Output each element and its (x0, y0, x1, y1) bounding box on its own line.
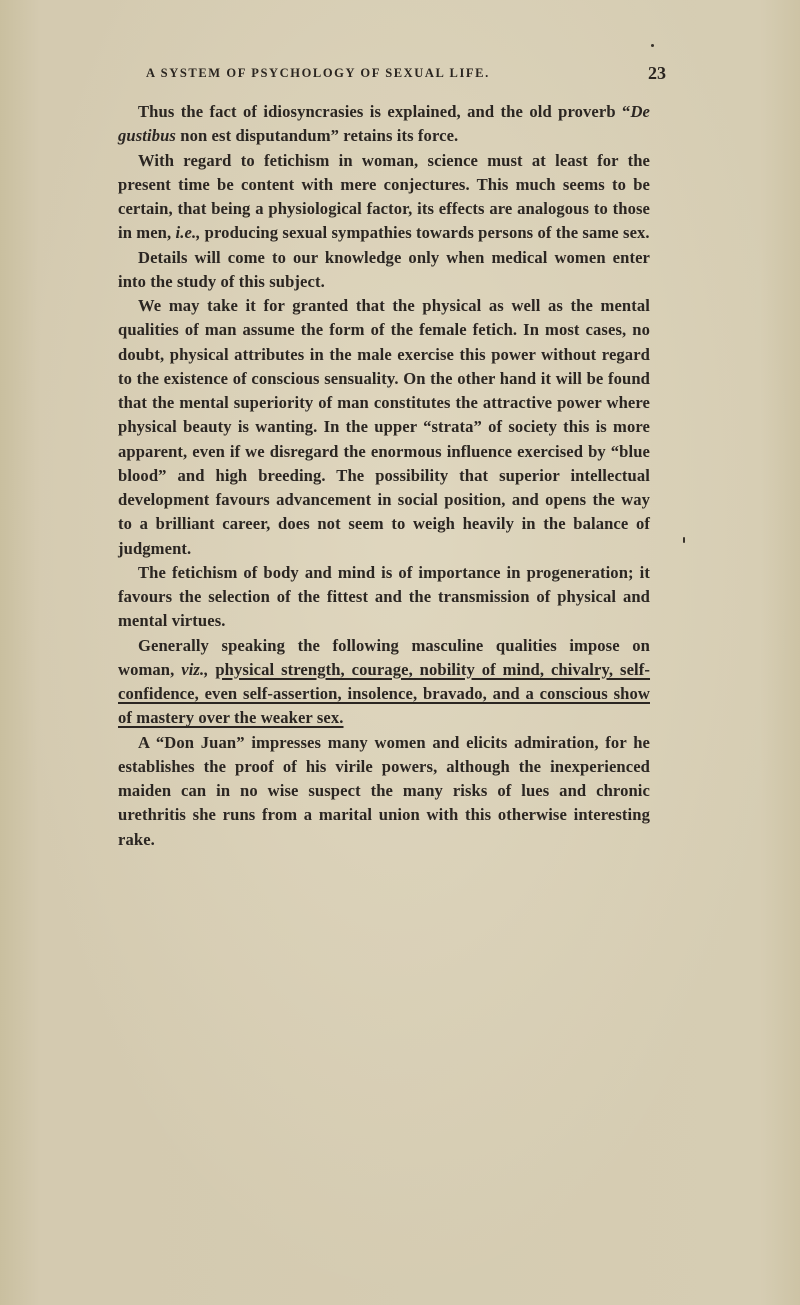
underlined-passage: physical strength, courage, nobility of mind, chivalry, self-confidence, even self-assertion, insolence, bravado, and a conscious show of mastery over the weaker sex. (118, 659, 651, 728)
paragraph: The fetichism of body and mind is of importance in progeneration; it favours the selection of the fittest and the transmission of physical and mental virtues. (118, 562, 650, 631)
latin-phrase: De gustibus (118, 102, 650, 146)
page-header (146, 63, 666, 88)
abbreviation-ie: i.e., (175, 223, 201, 243)
page-number: 23 (648, 63, 666, 83)
body-text (118, 100, 650, 852)
paragraph: Details will come to our knowledge only when medical women enter into the study of this subject. (118, 247, 650, 291)
paper-speck (651, 44, 654, 47)
paragraph: With regard to fetichism in woman, science must at least for the present time be content with mere conjectures. This much seems to be certain, that being a physiological factor, its effects are analogous to those in men, i.e., producing sexual sympathies towards persons of the same sex. (118, 150, 650, 243)
paragraph: We may take it for granted that the physical as well as the mental qualities of man assume the form of the female fetich. In most cases, no doubt, physical attributes in the male exercise this power without regard to the existence of conscious sensuality. On the other hand it will be found that the mental superiority of man constitutes the attractive power where physical beauty is wanting. In the upper “strata” of society this is more apparent, even if we disregard the enormous influence exercised by “blue blood” and high breeding. The possibility that superior intellectual development favours advancement in social position, and opens the way to a brilliant career, does not seem to weigh heavily in the balance of judgment. (118, 296, 650, 558)
paragraph: Thus the fact of idiosyncrasies is explained, and the old proverb “De gustibus non est disputandum” retains its force. (118, 102, 650, 146)
paragraph: Generally speaking the following masculine qualities impose on woman, viz., physical strength, courage, nobility of mind, chivalry, self-confidence, even self-assertion, insolence, bravado, and a conscious show of mastery over the weaker sex. (118, 635, 651, 728)
paragraph: A “Don Juan” impresses many women and elicits admiration, for he establishes the proof of his virile powers, although the inexperienced maiden can in no wise suspect the many risks of lues and chronic urethritis she runs from a marital union with this otherwise interesting rake. (118, 732, 650, 849)
abbreviation-viz: viz., (181, 659, 209, 679)
paper-speck (683, 537, 685, 543)
running-head: A SYSTEM OF PSYCHOLOGY OF SEXUAL LIFE. (146, 66, 490, 80)
